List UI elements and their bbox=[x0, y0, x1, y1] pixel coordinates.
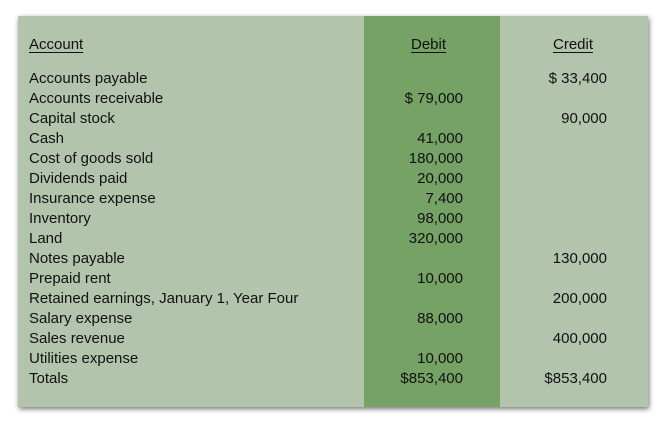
debit-total: $853,400 bbox=[400, 370, 463, 387]
debit-cell: 180,000 bbox=[408, 150, 463, 167]
credit-cell: $ 33,400 bbox=[548, 70, 607, 87]
account-cell: Land bbox=[29, 230, 63, 247]
debit-cell: 10,000 bbox=[417, 270, 463, 287]
debit-cell: 10,000 bbox=[417, 350, 463, 367]
account-cell: Cash bbox=[29, 130, 65, 147]
header-debit: Debit bbox=[411, 36, 447, 53]
table-row bbox=[18, 329, 648, 349]
table-row bbox=[18, 209, 648, 229]
credit-cell: 400,000 bbox=[552, 330, 607, 347]
credit-total: $853,400 bbox=[544, 370, 607, 387]
table-row bbox=[18, 129, 648, 149]
debit-cell: 98,000 bbox=[417, 210, 463, 227]
account-cell: Prepaid rent bbox=[29, 270, 111, 287]
table-row bbox=[18, 189, 648, 209]
account-cell: Utilities expense bbox=[29, 350, 139, 367]
table-row bbox=[18, 109, 648, 129]
table-row bbox=[18, 289, 648, 309]
table-row bbox=[18, 309, 648, 329]
debit-cell: 320,000 bbox=[408, 230, 463, 247]
table-body bbox=[18, 69, 648, 389]
table-row bbox=[18, 149, 648, 169]
table-row bbox=[18, 269, 648, 289]
debit-cell: 41,000 bbox=[417, 130, 463, 147]
account-cell: Capital stock bbox=[29, 110, 115, 127]
account-cell: Notes payable bbox=[29, 250, 125, 267]
account-cell: Accounts receivable bbox=[29, 90, 164, 107]
totals-row bbox=[18, 369, 648, 389]
table-row bbox=[18, 249, 648, 269]
debit-cell: 7,400 bbox=[425, 190, 463, 207]
account-cell: Insurance expense bbox=[29, 190, 156, 207]
account-cell: Sales revenue bbox=[29, 330, 125, 347]
table-row bbox=[18, 69, 648, 89]
account-cell: Cost of goods sold bbox=[29, 150, 154, 167]
account-cell: Accounts payable bbox=[29, 70, 148, 87]
credit-cell: 130,000 bbox=[552, 250, 607, 267]
header-account: Account bbox=[29, 36, 84, 53]
debit-cell: $ 79,000 bbox=[404, 90, 463, 107]
credit-cell: 90,000 bbox=[561, 110, 607, 127]
table-row bbox=[18, 169, 648, 189]
debit-cell: 20,000 bbox=[417, 170, 463, 187]
table-row bbox=[18, 229, 648, 249]
account-cell: Salary expense bbox=[29, 310, 133, 327]
account-cell: Retained earnings, January 1, Year Four bbox=[29, 290, 299, 307]
table-row bbox=[18, 349, 648, 369]
header-credit: Credit bbox=[553, 36, 594, 53]
credit-cell: 200,000 bbox=[552, 290, 607, 307]
trial-balance-table bbox=[18, 16, 648, 407]
table-row bbox=[18, 89, 648, 109]
account-cell: Totals bbox=[29, 370, 69, 387]
account-cell: Dividends paid bbox=[29, 170, 128, 187]
account-cell: Inventory bbox=[29, 210, 91, 227]
debit-cell: 88,000 bbox=[417, 310, 463, 327]
